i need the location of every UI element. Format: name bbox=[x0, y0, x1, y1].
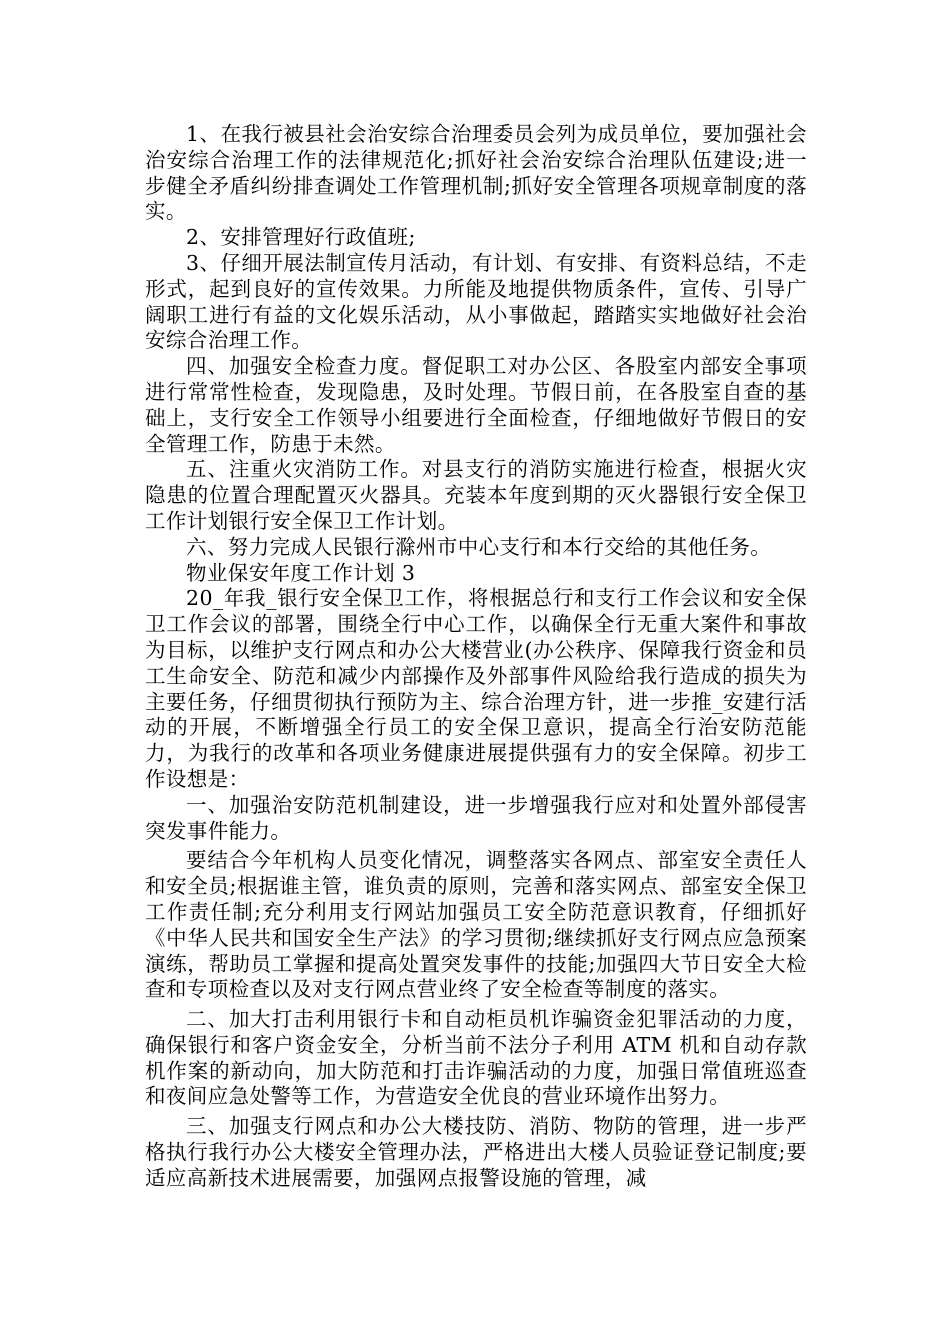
document-body bbox=[145, 122, 807, 1192]
paragraph-item-1: 1、在我行被县社会治安综合治理委员会列为成员单位，要加强社会治安综合治理工作的法律规范化;抓好社会治安综合治理队伍建设;进一步健全矛盾纠纷排查调处工作管理机制;抓好安全管理各项规章制度的落实。 bbox=[145, 122, 807, 224]
paragraph-intro: 20_年我_银行安全保卫工作，将根据总行和支行工作会议和安全保卫工作会议的部署，围绕全行中心工作，以确保全行无重大案件和事故为目标，以维护支行网点和办公大楼营业(办公秩序、保障我行资金和员工生命安全、防范和减少内部操作及外部事件风险给我行造成的损失为主要任务，仔细贯彻执行预防为主、综合治理方针，进一步推_安建行活动的开展，不断增强全行员工的安全保卫意识，提高全行治安防范能力，为我行的改革和各项业务健康进展提供强有力的安全保障。初步工作设想是： bbox=[145, 586, 807, 791]
section-heading: 物业保安年度工作计划 3 bbox=[186, 560, 416, 585]
paragraph-point-2: 二、加大打击利用银行卡和自动柜员机诈骗资金犯罪活动的力度，确保银行和客户资金安全，分析当前不法分子利用 ATM 机和自动存款机作案的新动向，加大防范和打击诈骗活动的力度，加强日常值班巡查和夜间应急处警等工作，为营造安全优良的营业环境作出努力。 bbox=[145, 1007, 807, 1109]
paragraph-point-1: 一、加强治安防范机制建设，进一步增强我行应对和处置外部侵害突发事件能力。 bbox=[145, 792, 807, 843]
paragraph-section-6: 六、努力完成人民银行滁州市中心支行和本行交给的其他任务。 bbox=[186, 534, 772, 559]
paragraph-section-5: 五、注重火灾消防工作。对县支行的消防实施进行检查，根据火灾隐患的位置合理配置灭火器具。充装本年度到期的灭火器银行安全保卫工作计划银行安全保卫工作计划。 bbox=[145, 457, 807, 533]
paragraph-section-4: 四、加强安全检查力度。督促职工对办公区、各股室内部安全事项进行常常性检查，发现隐患，及时处理。节假日前，在各股室自查的基础上，支行安全工作领导小组要进行全面检查，仔细地做好节假日的安全管理工作，防患于未然。 bbox=[145, 354, 807, 456]
paragraph-item-2: 2、安排管理好行政值班; bbox=[186, 225, 416, 250]
paragraph-item-3: 3、仔细开展法制宣传月活动，有计划、有安排、有资料总结，不走形式，起到良好的宣传效果。力所能及地提供物质条件，宣传、引导广阔职工进行有益的文化娱乐活动，从小事做起，踏踏实实地做好社会治安综合治理工作。 bbox=[145, 250, 807, 353]
paragraph-point-1-detail: 要结合今年机构人员变化情况，调整落实各网点、部室安全责任人和安全员;根据谁主管，谁负责的原则，完善和落实网点、部室安全保卫工作责任制;充分利用支行网站加强员工安全防范意识教育，仔细抓好《中华人民共和国安全生产法》的学习贯彻;继续抓好支行网点应急预案演练，帮助员工掌握和提高处置突发事件的技能;加强四大节日安全大检查和专项检查以及对支行网点营业终了安全检查等制度的落实。 bbox=[145, 848, 807, 1002]
paragraph-point-3: 三、加强支行网点和办公大楼技防、消防、物防的管理，进一步严格执行我行办公大楼安全管理办法，严格进出大楼人员验证登记制度;要适应高新技术进展需要，加强网点报警设施的管理，减 bbox=[145, 1114, 807, 1190]
